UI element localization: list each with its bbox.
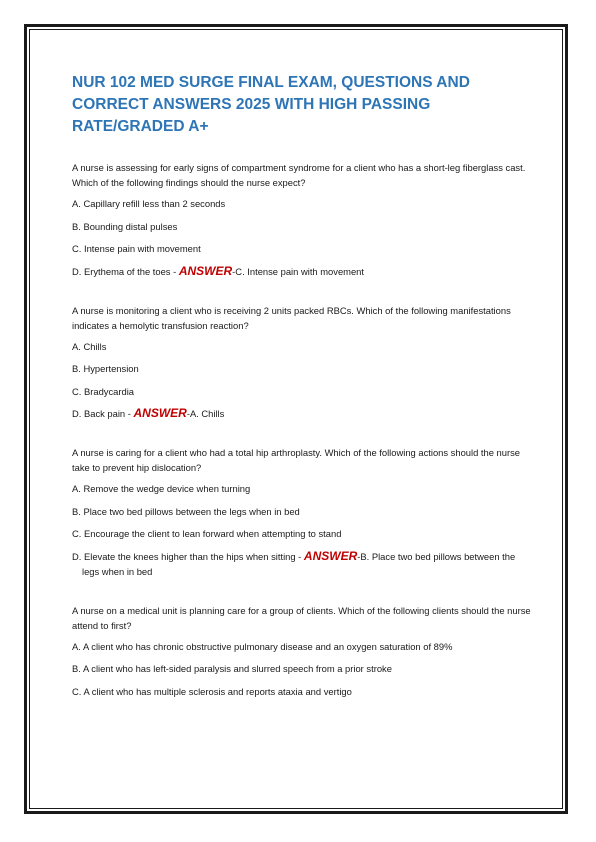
question-stem: A nurse is caring for a client who had a total hip arthroplasty. Which of the following actions should the nurse take to prevent hip dislocation? [72,447,520,473]
answer-label: ANSWER [178,263,233,278]
answer-text: -C. Intense pain with movement [232,265,365,277]
question-1 [72,160,532,279]
option-d: D. Erythema of the toes - [72,265,179,277]
answer-text: -A. Chills [186,408,225,419]
option-c: C. Intense pain with movement [72,243,201,254]
option-d-with-answer [72,549,532,579]
option-b: B. Hypertension [72,363,139,374]
option-d-with-answer [72,264,532,279]
question-3 [72,445,532,579]
option-c: C. A client who has multiple sclerosis and reports ataxia and vertigo [72,685,352,697]
document-title: NUR 102 MED SURGE FINAL EXAM, QUESTIONS AND CORRECT ANSWERS 2025 WITH HIGH PASSING RATE/GRADED A+ [72,74,470,135]
option-a: A. Remove the wedge device when turning [72,483,251,494]
answer-text: -B. Place two bed pillows between the legs when in bed [82,550,516,577]
question-stem: A nurse on a medical unit is planning care for a group of clients. Which of the following clients should the nurse attend to first? [72,604,531,631]
question-2 [72,303,532,422]
option-c: C. Bradycardia [72,385,135,397]
question-stem: A nurse is assessing for early signs of compartment syndrome for a client who has a short-leg fiberglass cast. Which of the following findings should the nurse expect? [72,162,526,188]
answer-label: ANSWER [303,548,358,563]
option-c: C. Encourage the client to lean forward when attempting to stand [72,528,342,539]
option-b: B. Place two bed pillows between the legs when in bed [72,505,300,517]
option-a: A. A client who has chronic obstructive pulmonary disease and an oxygen saturation of 89% [72,640,453,652]
option-a: A. Capillary refill less than 2 seconds [72,198,226,209]
option-d: D. Elevate the knees higher than the hips when sitting - [72,550,304,562]
question-stem: A nurse is monitoring a client who is receiving 2 units packed RBCs. Which of the following manifestations indicates a hemolytic transfusion reaction? [72,304,511,331]
document-content [72,72,532,723]
option-d: D. Back pain - [72,408,134,419]
option-b: B. A client who has left-sided paralysis and slurred speech from a prior stroke [72,663,392,674]
option-d-with-answer [72,406,532,421]
answer-label: ANSWER [133,406,187,420]
option-b: B. Bounding distal pulses [72,220,178,232]
question-4 [72,603,532,699]
option-a: A. Chills [72,340,107,352]
